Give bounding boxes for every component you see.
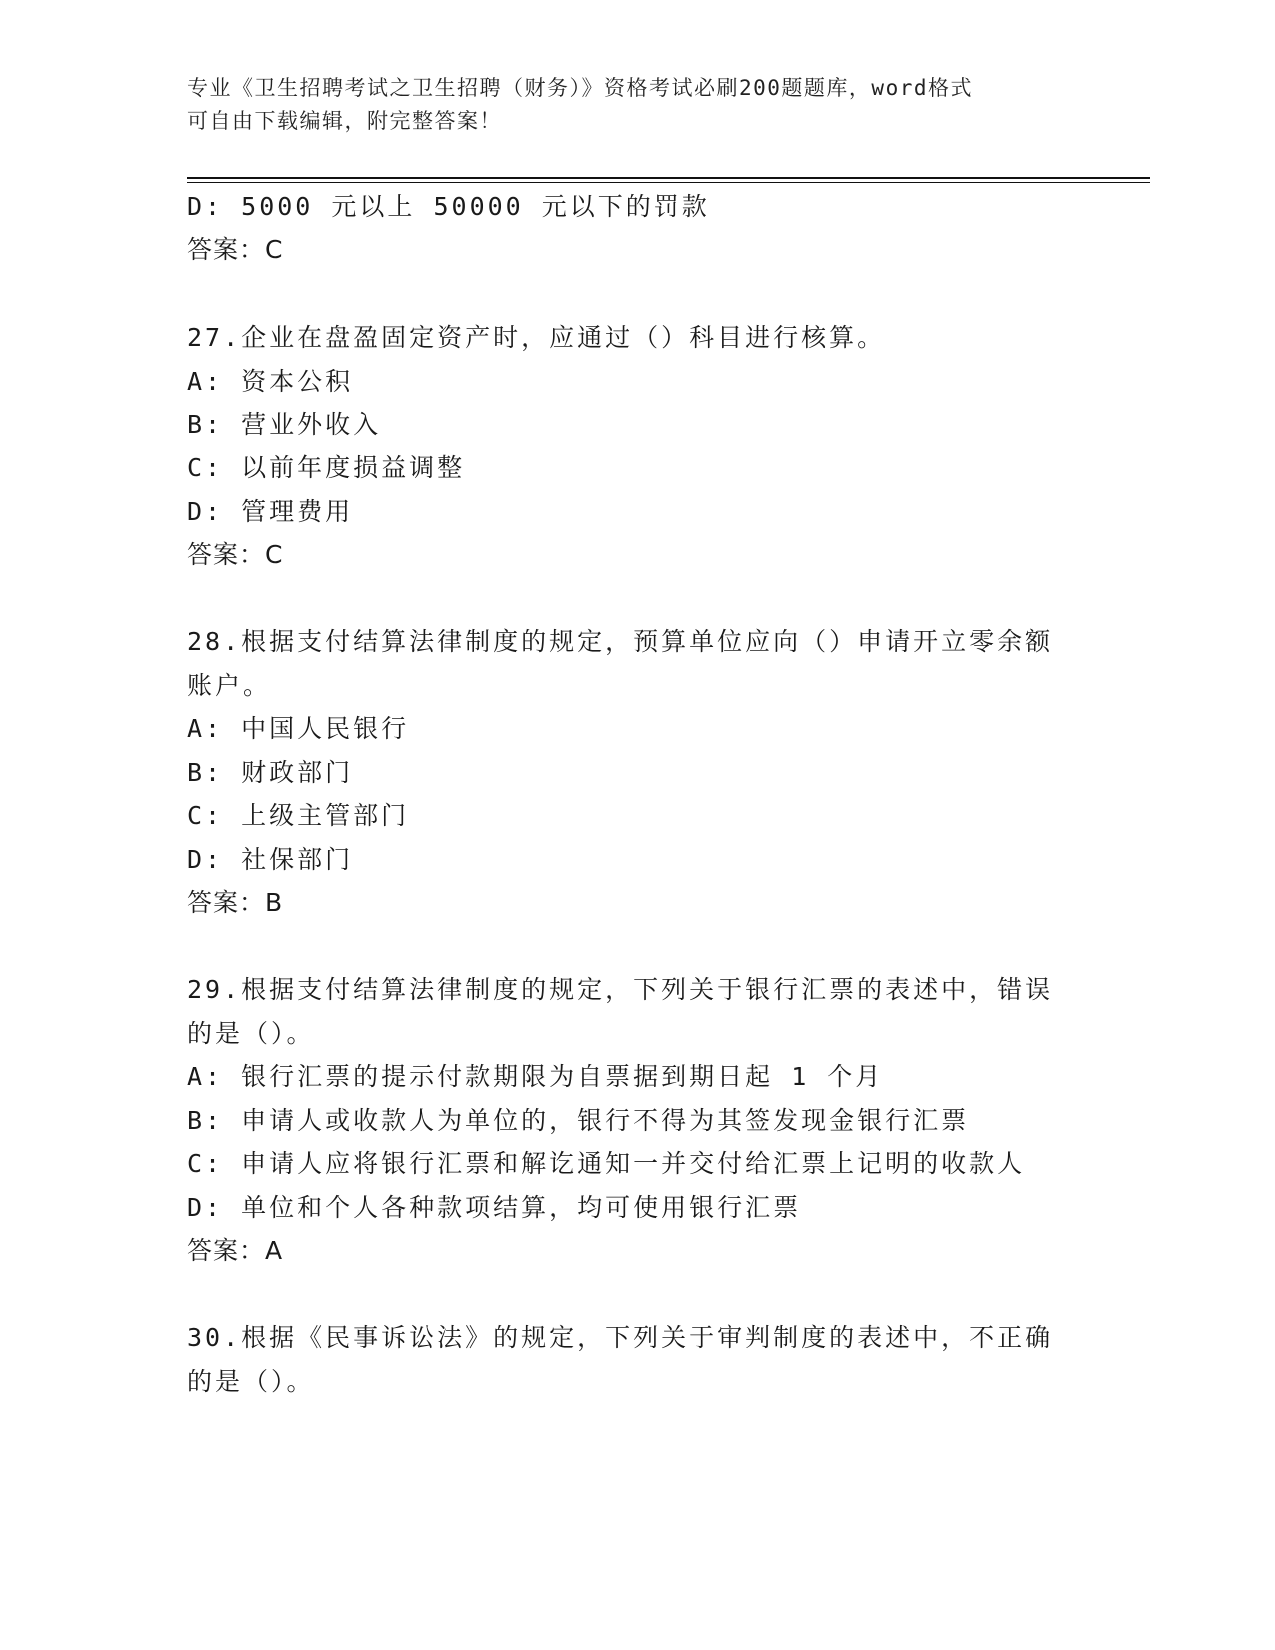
- header-line-1: 专业《卫生招聘考试之卫生招聘（财务）》资格考试必刷200题题库，word格式: [187, 76, 973, 100]
- header-line-2: 可自由下载编辑，附完整答案！: [187, 109, 502, 133]
- q27-stem: 27.企业在盘盈固定资产时，应通过（）科目进行核算。: [187, 323, 886, 352]
- q28-option-b: B: 财政部门: [187, 758, 354, 787]
- q27-option-c: C: 以前年度损益调整: [187, 453, 466, 482]
- q28-option-c: C: 上级主管部门: [187, 801, 410, 830]
- q28-answer: 答案：B: [187, 888, 284, 917]
- q29-option-b: B: 申请人或收款人为单位的，银行不得为其签发现金银行汇票: [187, 1106, 970, 1135]
- q29-option-d: D: 单位和个人各种款项结算，均可使用银行汇票: [187, 1193, 802, 1222]
- q29-option-c: C: 申请人应将银行汇票和解讫通知一并交付给汇票上记明的收款人: [187, 1149, 1026, 1178]
- q30-stem-line-1: 30.根据《民事诉讼法》的规定，下列关于审判制度的表述中，不正确: [187, 1323, 1054, 1352]
- prev-option-d: D: 5000 元以上 50000 元以下的罚款: [187, 192, 710, 221]
- prev-answer: 答案：C: [187, 235, 284, 264]
- header-divider-thick: [187, 177, 1150, 179]
- header-divider-thin: [187, 182, 1150, 183]
- q29-stem-line-1: 29.根据支付结算法律制度的规定，下列关于银行汇票的表述中，错误: [187, 975, 1054, 1004]
- q29-option-a: A: 银行汇票的提示付款期限为自票据到期日起 1 个月: [187, 1062, 884, 1091]
- q27-option-d: D: 管理费用: [187, 497, 354, 526]
- q29-stem-line-2: 的是（）。: [187, 1019, 315, 1048]
- q28-option-a: A: 中国人民银行: [187, 714, 410, 743]
- q27-answer: 答案：C: [187, 540, 284, 569]
- q28-option-d: D: 社保部门: [187, 845, 354, 874]
- document-header: [187, 72, 1067, 138]
- q27-option-a: A: 资本公积: [187, 367, 354, 396]
- q27-option-b: B: 营业外收入: [187, 410, 382, 439]
- q28-stem-line-1: 28.根据支付结算法律制度的规定，预算单位应向（）申请开立零余额: [187, 627, 1054, 656]
- q29-answer: 答案：A: [187, 1236, 284, 1265]
- q30-stem-line-2: 的是（）。: [187, 1367, 315, 1396]
- q28-stem-line-2: 账户。: [187, 671, 272, 700]
